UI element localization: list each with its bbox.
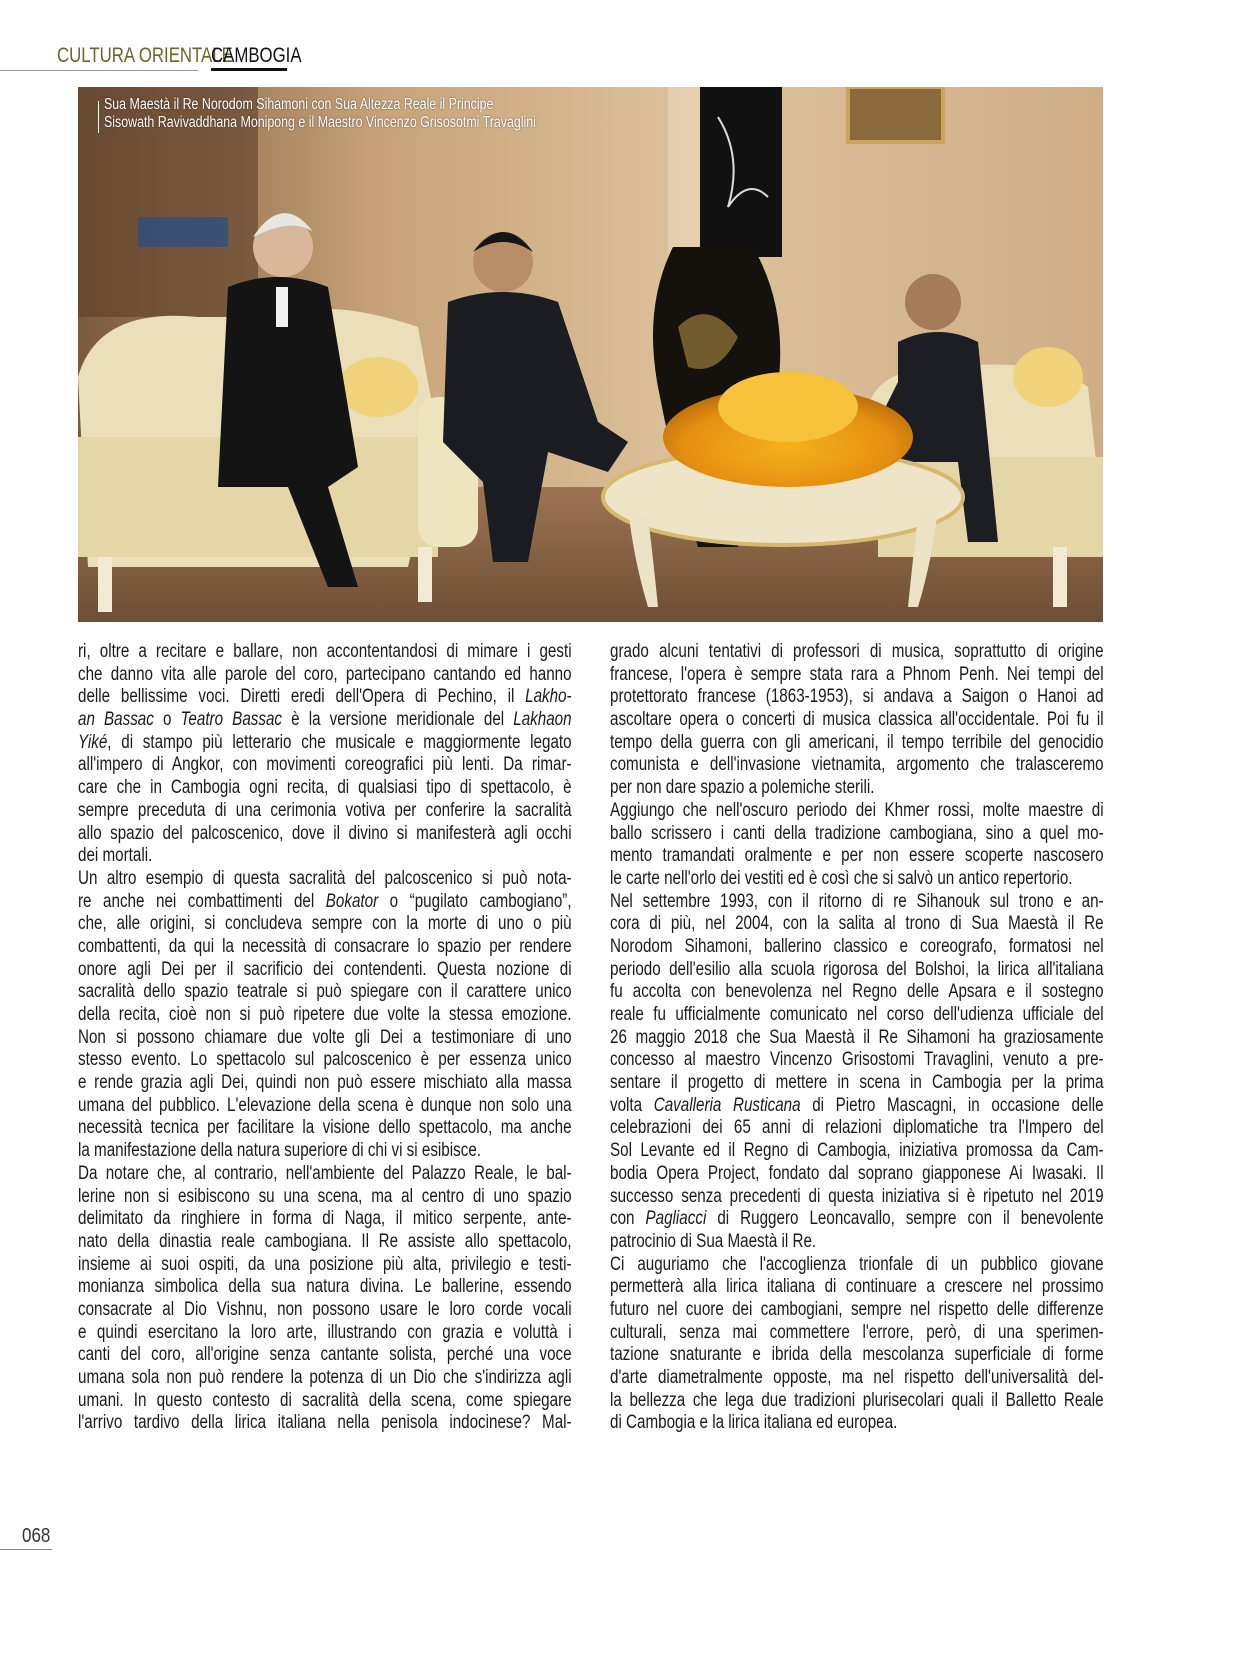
page-number: 068 bbox=[22, 1525, 51, 1547]
text-line: che danno vita alle parole del coro, partecipano cantando ed hanno bbox=[78, 663, 572, 685]
paragraph bbox=[610, 800, 1104, 891]
text-line: necessità tecnica per facilitare la visione dello spettacolo, ma anche bbox=[78, 1117, 572, 1139]
text-line: cora di più, nel 2004, con la salita al trono di Sua Maestà il Re bbox=[610, 913, 1104, 935]
text-line: sacralità dello spazio teatrale si può spiegare con il carattere unico bbox=[78, 981, 572, 1003]
text-line: Ci auguriamo che l'accoglienza trionfale di un pubblico giovane bbox=[610, 1253, 1104, 1275]
italic-title: Lakhaon bbox=[513, 709, 572, 731]
text-line: l'arrivo tardivo della lirica italiana nella penisola indocinese? Mal- bbox=[78, 1412, 572, 1434]
text-line: consacrate al Dio Vishnu, non possono usare le loro corde vocali bbox=[78, 1298, 572, 1320]
italic-title: Yiké bbox=[78, 731, 108, 753]
text-line: umana sola non può rendere la potenza di un Dio che s'indirizza agli bbox=[78, 1367, 572, 1388]
text-line: e rende grazia agli Dei, quindi non può essere mischiato alla massa bbox=[78, 1072, 572, 1094]
text-line: 26 maggio 2018 che Sua Maestà il Re Sihamoni ha graziosamente bbox=[610, 1026, 1104, 1048]
text-line: della recita, cioè non si può ripetere due volte la stessa emozione. bbox=[78, 1004, 572, 1025]
text-line: ballo scrissero i canti della tradizione cambogiana, sino a quel mo- bbox=[610, 822, 1104, 844]
text-line: sempre preceduta di una cerimonia votiva per conferire la sacralità bbox=[78, 799, 572, 821]
text-line: bodia Opera Project, fondato dal soprano giapponese Ai Iwasaki. Il bbox=[610, 1162, 1104, 1184]
text-segment: volta bbox=[610, 1094, 654, 1116]
text-line: periodo dell'esilio alla scuola rigorosa del Bolshoi, la lirica all'italiana bbox=[610, 958, 1104, 980]
photo-caption bbox=[104, 96, 536, 132]
text-line: la bellezza che lega due tradizioni plurisecolari quali il Balletto Reale bbox=[610, 1389, 1104, 1411]
text-line bbox=[78, 709, 572, 732]
text-line bbox=[78, 891, 572, 914]
text-segment: di Pietro Mascagni, in occasione delle bbox=[800, 1094, 1104, 1116]
text-line: patrocinio di Sua Maestà il Re. bbox=[610, 1230, 817, 1252]
caption-line: Sisowath Ravivaddhana Monipong e il Maestro Vincenzo Grisosotmi Travaglini bbox=[104, 114, 536, 131]
italic-title: Bokator bbox=[325, 890, 379, 912]
text-line: culturali, senza mai commettere l'errore, però, di una sperimen- bbox=[610, 1321, 1104, 1343]
text-line: care che in Cambogia ogni recita, di qualsiasi tipo di spettacolo, è bbox=[78, 777, 572, 799]
text-line: allo spazio del palcoscenico, dove il divino si manifesterà agli occhi bbox=[78, 822, 572, 844]
text-line: di Cambogia e la lirica italiana ed europea. bbox=[610, 1412, 898, 1434]
text-line bbox=[610, 1095, 1104, 1118]
text-segment: delle bellissime voci. Diretti eredi dell'Opera di Pechino, il bbox=[78, 686, 526, 708]
italic-title: Cavalleria Rusticana bbox=[653, 1094, 801, 1116]
text-segment: è la versione meridionale del bbox=[282, 709, 514, 731]
paragraph bbox=[610, 1254, 1104, 1436]
text-line: per non dare spazio a polemiche sterili. bbox=[610, 777, 875, 799]
italic-title: Lakho- bbox=[525, 686, 572, 708]
header-rule bbox=[0, 70, 198, 71]
text-column-left bbox=[78, 641, 572, 1458]
paragraph bbox=[78, 641, 572, 868]
text-line: comunista e dell'invasione vietnamita, argomento che tralasceremo bbox=[610, 754, 1104, 776]
text-line: Un altro esempio di questa sacralità del palcoscenico si può nota- bbox=[78, 867, 572, 889]
italic-title: Teatro Bassac bbox=[180, 709, 283, 731]
text-line: permetterà alla lirica italiana di continuare a crescere nel prossimo bbox=[610, 1276, 1104, 1298]
topic-label: CAMBOGIA bbox=[211, 44, 302, 67]
text-line: Norodom Sihamoni, ballerino classico e coreografo, formatosi nel bbox=[610, 935, 1104, 957]
text-line: protettorato francese (1863-1953), si andava a Saigon o Hanoi ad bbox=[610, 686, 1104, 708]
text-line: concesso al maestro Vincenzo Grisostomi Travaglini, venuto a pre- bbox=[610, 1049, 1104, 1071]
text-line: grado alcuni tentativi di professori di musica, soprattutto di origine bbox=[610, 641, 1104, 662]
italic-title: an Bassac bbox=[78, 709, 154, 731]
text-line: Nel settembre 1993, con il ritorno di re Sihanouk sul trono e an- bbox=[610, 890, 1104, 912]
paragraph bbox=[610, 641, 1104, 800]
text-line: Da notare che, al contrario, nell'ambiente del Palazzo Reale, le bal- bbox=[78, 1162, 572, 1184]
text-line: dei mortali. bbox=[78, 845, 153, 867]
text-line bbox=[78, 1435, 572, 1458]
text-segment: o “pugilato cambogiano”, bbox=[378, 890, 572, 912]
text-line: delimitato da ringhiere in forma di Naga, il mitico serpente, ante- bbox=[78, 1208, 572, 1230]
text-line: mento tramandati oralmente e per non essere scoperte nascosero bbox=[610, 845, 1104, 867]
text-line: lerine non si esibiscono su una scena, ma al centro di uno spazio bbox=[78, 1185, 572, 1207]
text-line bbox=[78, 686, 572, 709]
text-line: all'impero di Angkor, con movimenti coreografici più lenti. Da rimar- bbox=[78, 754, 572, 776]
text-line: tazione snaturante e ibrida della mescolanza superficiale di forme bbox=[610, 1344, 1104, 1366]
paragraph bbox=[78, 868, 572, 1163]
section-label: CULTURA ORIENTALE bbox=[57, 44, 233, 67]
text-line: francese, l'opera è sempre stata rara a Phnom Penh. Nei tempi del bbox=[610, 663, 1104, 685]
text-line: stesso evento. Lo spettacolo sul palcoscenico è per essenza unico bbox=[78, 1049, 572, 1071]
text-segment: o bbox=[153, 709, 181, 731]
text-line: e quindi esercitano la loro arte, illustrando con grazia e voluttà i bbox=[78, 1321, 572, 1343]
article-photo bbox=[78, 87, 1103, 622]
text-line: ascoltare opera o concerti di musica classica all'occidentale. Poi fu il bbox=[610, 709, 1104, 731]
text-line: umana del pubblico. L'elevazione della scena è dunque non solo una bbox=[78, 1094, 572, 1116]
caption-line: Sua Maestà il Re Norodom Sihamoni con Sua Altezza Reale il Principe bbox=[104, 96, 494, 113]
text-line bbox=[78, 732, 572, 755]
text-segment: , di stampo più letterario che musicale e maggiormente legato bbox=[107, 731, 572, 753]
text-line: monianza simbolica della sua natura divina. Le ballerine, essendo bbox=[78, 1276, 572, 1298]
text-line: celebrazioni dei 65 anni di relazioni diplomatiche tra l'Impero del bbox=[610, 1117, 1104, 1139]
text-line: futuro nel cuore dei cambogiani, sempre nel rispetto delle differenze bbox=[610, 1298, 1104, 1320]
text-line: reale fu ufficialmente comunicato nel corso dell'udienza ufficiale del bbox=[610, 1004, 1104, 1025]
text-column-right bbox=[610, 641, 1104, 1435]
text-segment: di Ruggero Leoncavallo, sempre con il benevolente bbox=[706, 1208, 1104, 1230]
text-line: Sol Levante ed il Regno di Cambogia, iniziativa promossa da Cam- bbox=[610, 1140, 1104, 1162]
text-line: nato della dinastia reale cambogiana. Il Re assiste allo spettacolo, bbox=[78, 1230, 572, 1252]
text-line: Aggiungo che nell'oscuro periodo dei Khmer rossi, molte maestre di bbox=[610, 799, 1104, 821]
text-line: Non si possono chiamare due volte gli Dei a testimoniare di uno bbox=[78, 1026, 572, 1048]
text-segment: con bbox=[610, 1208, 646, 1230]
text-line: successo senza precedenti di questa iniziativa si è ripetuto nel 2019 bbox=[610, 1185, 1104, 1207]
paragraph bbox=[610, 891, 1104, 1254]
text-line: che, alle origini, si concludeva sempre con la morte di uno o più bbox=[78, 913, 572, 935]
text-line: d'arte diametralmente opposte, ma nel rispetto dell'universalità del- bbox=[610, 1367, 1104, 1388]
topic-underline bbox=[211, 68, 287, 71]
paragraph bbox=[78, 1163, 572, 1458]
text-line bbox=[610, 1208, 1104, 1231]
italic-title: Pagliacci bbox=[645, 1208, 707, 1230]
caption-bar bbox=[98, 101, 99, 133]
text-line: la manifestazione della natura superiore di chi vi si esibisce. bbox=[78, 1140, 482, 1162]
text-line: sentare il progetto di mettere in scena in Cambogia per la prima bbox=[610, 1072, 1104, 1094]
text-line: umani. In questo contesto di sacralità della scena, come spiegare bbox=[78, 1389, 572, 1411]
page-number-rule bbox=[0, 1549, 52, 1550]
text-line: canti del coro, all'origine senza cantante solista, perché una voce bbox=[78, 1344, 572, 1366]
text-line: le carte nell'orlo dei vestiti ed è così che si salvò un antico repertorio. bbox=[610, 867, 1073, 889]
text-line: ri, oltre a recitare e ballare, non accontentandosi di mimare i gesti bbox=[78, 641, 572, 662]
text-line: combattenti, da qui la necessità di consacrare lo spazio per rendere bbox=[78, 935, 572, 957]
text-line: insieme ai suoi ospiti, da una posizione più alta, privilegio e testi- bbox=[78, 1253, 572, 1275]
text-segment: re anche nei combattimenti del bbox=[78, 890, 326, 912]
text-line: fu accolta con benevolenza nel Regno delle Apsara e il sostegno bbox=[610, 981, 1104, 1003]
text-line: onore agli Dei per il sacrificio dei contendenti. Questa nozione di bbox=[78, 958, 572, 980]
photo-scene bbox=[78, 87, 1103, 622]
text-line: tempo della guerra con gli americani, il tempo terribile del genocidio bbox=[610, 731, 1104, 753]
